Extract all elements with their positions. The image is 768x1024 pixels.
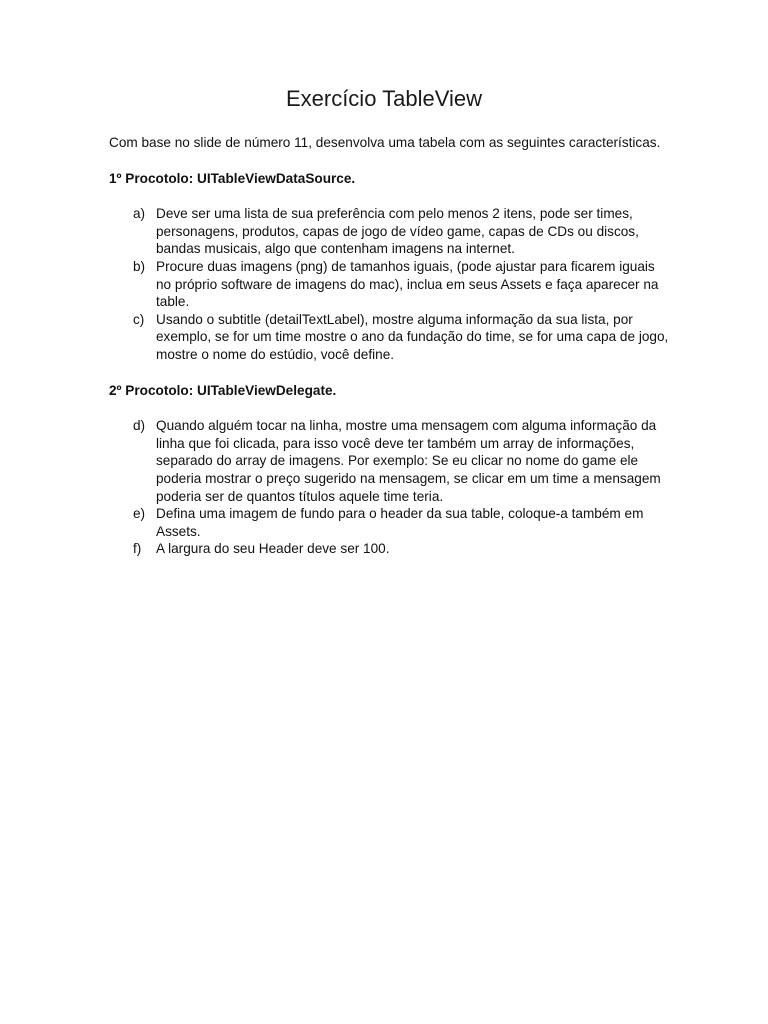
list-item-text: Quando alguém tocar na linha, mostre uma mensagem com alguma informação da linha que foi clicada, para isso você deve ter também um array de informações, separado do array de imagens. Por exemplo: Se eu clicar no nome do game ele poderia mostrar o preço sugerido na mensagem, se clicar em um time a mensagem poderia ser de quantos títulos aquele time teria. bbox=[156, 418, 661, 504]
datasource-list bbox=[109, 205, 669, 363]
list-marker: a) bbox=[133, 206, 146, 222]
list-item-text: Procure duas imagens (png) de tamanhos iguais, (pode ajustar para ficarem iguais no próprio software de imagens do mac), inclua em seus Assets e faça aparecer na table. bbox=[156, 258, 659, 310]
list-item bbox=[109, 258, 669, 311]
list-item-text: Defina uma imagem de fundo para o header da sua table, coloque-a também em Assets. bbox=[156, 506, 644, 539]
list-item bbox=[109, 417, 669, 505]
section-heading-datasource: 1º Procotolo: UITableViewDataSource. bbox=[109, 170, 356, 186]
delegate-list bbox=[109, 417, 669, 558]
list-marker: b) bbox=[133, 258, 146, 274]
list-item bbox=[109, 540, 669, 558]
document-body bbox=[109, 134, 669, 576]
list-item bbox=[109, 505, 669, 540]
list-marker: f) bbox=[133, 541, 142, 557]
list-marker: d) bbox=[133, 418, 146, 434]
document-title: Exercício TableView bbox=[285, 86, 483, 111]
list-item-text: Usando o subtitle (detailTextLabel), mostre alguma informação da sua lista, por exemplo, se for um time mostre o ano da fundação do time, se for uma capa de jogo, mostre o nome do estúdio, você define. bbox=[156, 311, 669, 362]
list-item bbox=[109, 205, 669, 258]
list-item-text: A largura do seu Header deve ser 100. bbox=[156, 541, 390, 557]
section-heading-delegate: 2º Procotolo: UITableViewDelegate. bbox=[109, 382, 337, 398]
list-item bbox=[109, 311, 669, 364]
list-marker: e) bbox=[133, 506, 146, 522]
intro-paragraph: Com base no slide de número 11, desenvolva uma tabela com as seguintes características. bbox=[109, 135, 661, 150]
list-marker: c) bbox=[133, 311, 145, 327]
list-item-text: Deve ser uma lista de sua preferência com pelo menos 2 itens, pode ser times, personagens, produtos, capas de jogo de vídeo game, capas de CDs ou discos, bandas musicais, algo que contenham imagens na internet. bbox=[156, 206, 639, 257]
